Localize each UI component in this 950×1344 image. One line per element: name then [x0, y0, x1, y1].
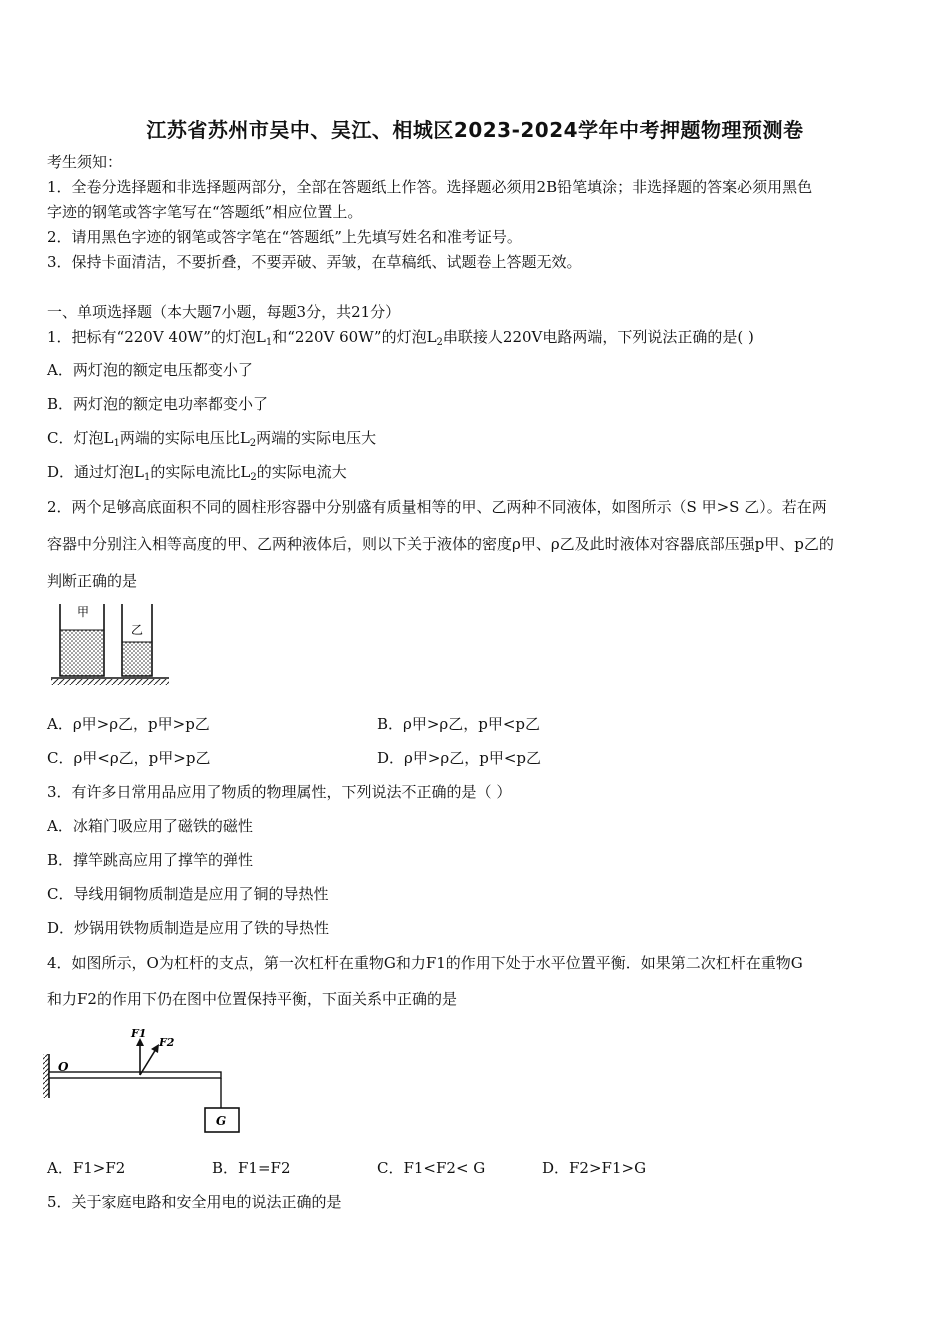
q1-stem: 1．把标有“220V 40W”的灯泡$L_1$和“220V 60W”的灯泡$L_2$串联接人220V电路两端，下列说法正确的是( )	[47, 328, 754, 348]
q5-stem: 5．关于家庭电路和安全用电的说法正确的是	[47, 1193, 342, 1211]
q3-option-a[interactable]: A．冰箱门吸应用了磁铁的磁性	[47, 817, 253, 835]
q1-option-a[interactable]: A．两灯泡的额定电压都变小了	[47, 361, 253, 379]
q3-stem: 3．有许多日常用品应用了物质的物理属性，下列说法不正确的是（ ）	[47, 783, 512, 801]
q2-option-c[interactable]: C．ρ甲<ρ乙，p甲>p乙	[47, 749, 211, 767]
q1-option-c[interactable]: C．灯泡$L_1$两端的实际电压比$L_2$两端的实际电压大	[47, 429, 377, 449]
q4-option-a[interactable]: A．F1>F2	[47, 1159, 126, 1177]
force-f1-label: F1	[131, 1027, 147, 1040]
lever-figure	[40, 1022, 250, 1136]
right-container-label: 乙	[131, 623, 144, 637]
notice-line-1b: 字迹的钢笔或答字笔写在“答题纸”相应位置上。	[47, 203, 363, 221]
q2-stem-line-1: 2．两个足够高底面积不同的圆柱形容器中分别盛有质量相等的甲、乙两种不同液体，如图所示（S 甲>S 乙）。若在两	[47, 498, 827, 516]
notice-line-3: 3．保持卡面清洁，不要折叠，不要弄破、弄皱，在草稿纸、试题卷上答题无效。	[47, 253, 582, 271]
q4-stem-line-1: 4．如图所示，O为杠杆的支点，第一次杠杆在重物G和力F1的作用下处于水平位置平衡．如果第二次杠杆在重物G	[47, 954, 803, 972]
weight-label: G	[216, 1114, 227, 1128]
q3-option-b[interactable]: B．撑竿跳高应用了撑竿的弹性	[47, 851, 254, 869]
force-f2-arrow	[140, 1049, 156, 1075]
q2-stem-line-2: 容器中分别注入相等高度的甲、乙两种液体后，则以下关于液体的密度ρ甲、ρ乙及此时液体对容器底部压强p甲、p乙的	[47, 535, 834, 553]
notice-heading: 考生须知：	[47, 153, 123, 171]
q2-stem-line-3: 判断正确的是	[47, 572, 138, 590]
page-title: 江苏省苏州市吴中、吴江、相城区2023-2024学年中考押题物理预测卷	[146, 118, 804, 142]
right-liquid	[122, 642, 152, 676]
wall-hatch	[43, 1054, 49, 1098]
left-container-label: 甲	[77, 605, 90, 619]
q4-option-c[interactable]: C．F1<F2< G	[377, 1159, 486, 1177]
q2-option-d[interactable]: D．ρ甲>ρ乙，p甲<p乙	[377, 749, 542, 767]
notice-line-1: 1．全卷分选择题和非选择题两部分，全部在答题纸上作答。选择题必须用2B铅笔填涂；非选择题的答案必须用黑色	[47, 178, 813, 196]
pivot-label: O	[58, 1060, 69, 1074]
force-f2-label: F2	[159, 1036, 175, 1049]
q2-option-a[interactable]: A．ρ甲>ρ乙，p甲>p乙	[47, 715, 210, 733]
notice-line-2: 2．请用黑色字迹的钢笔或答字笔在“答题纸”上先填写姓名和准考证号。	[47, 228, 522, 246]
q3-option-d[interactable]: D．炒锅用铁物质制造是应用了铁的导热性	[47, 919, 330, 937]
left-liquid	[60, 630, 104, 676]
q4-stem-line-2: 和力F2的作用下仍在图中位置保持平衡，下面关系中正确的是	[47, 990, 457, 1008]
q4-option-d[interactable]: D．F2>F1>G	[542, 1159, 647, 1177]
lever-bar	[49, 1072, 221, 1078]
q1-option-d[interactable]: D．通过灯泡$L_1$的实际电流比$L_2$的实际电流大	[47, 463, 347, 483]
q4-option-b[interactable]: B．F1=F2	[212, 1159, 291, 1177]
ground-hatch	[51, 679, 169, 685]
q3-option-c[interactable]: C．导线用铜物质制造是应用了铜的导热性	[47, 885, 329, 903]
section-heading: 一、单项选择题（本大题7小题，每题3分，共21分）	[47, 303, 401, 321]
q2-option-b[interactable]: B．ρ甲>ρ乙，p甲<p乙	[377, 715, 541, 733]
containers-figure	[47, 600, 177, 692]
q1-option-b[interactable]: B．两灯泡的额定电功率都变小了	[47, 395, 269, 413]
